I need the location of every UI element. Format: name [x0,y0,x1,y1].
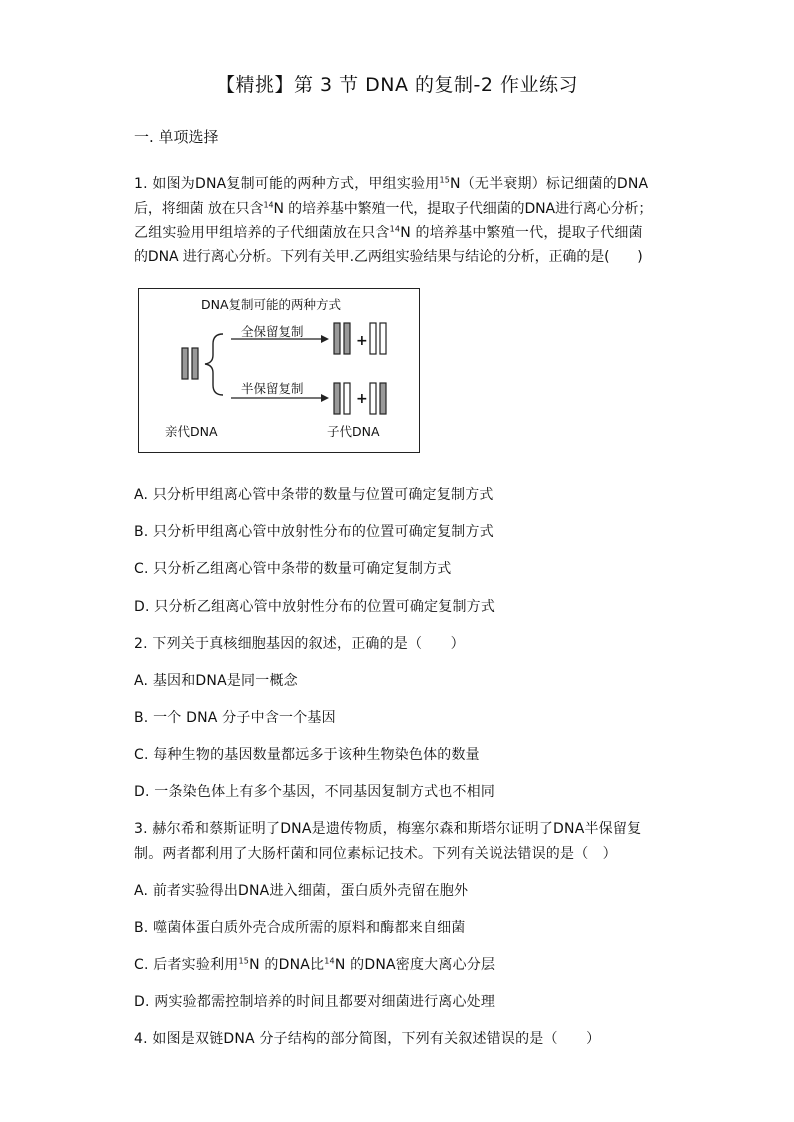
q2-option-a: A. 基因和DNA是同一概念 [134,673,298,689]
arrow-icon [231,394,329,402]
q1-text: 1. 如图为DNA复制可能的两种方式，甲组实验用 [134,176,440,192]
plus-sign: + [356,333,368,349]
arrow-icon [231,335,329,343]
q3-option-d: D. 两实验都需控制培养的时间且都要对细菌进行离心处理 [134,994,496,1010]
isotope-sup: 15 [238,956,250,966]
q3-option-c-text: N 的DNA比 [249,957,325,973]
q2-stem: 2. 下列关于真核细胞基因的叙述，正确的是（ ） [134,636,465,652]
q2-option-d: D. 一条染色体上有多个基因，不同基因复制方式也不相同 [134,784,496,800]
q1-line-2 [134,198,652,218]
child-dna-icon [334,323,350,354]
page-title: 【精挑】第 3 节 DNA 的复制-2 作业练习 [215,74,579,96]
isotope-sup: 14 [263,200,274,210]
q1-line-1 [134,173,648,193]
plus-sign: + [356,391,368,407]
q1-text: N 的培养基中繁殖一代，提取子代细菌的DNA进行离心分析； [273,201,653,217]
q1-option-d: D. 只分析乙组离心管中放射性分布的位置可确定复制方式 [134,599,496,615]
isotope-sup: 14 [389,224,401,234]
parent-dna-label: 亲代DNA [165,424,218,439]
q3-line-1: 3. 赫尔希和蔡斯证明了DNA是遗传物质，梅塞尔森和斯塔尔证明了DNA半保留复 [134,821,642,837]
isotope-sup: 15 [439,175,451,185]
q1-option-c: C. 只分析乙组离心管中条带的数量可确定复制方式 [134,561,452,577]
q3-option-b: B. 噬菌体蛋白质外壳合成所需的原料和酶都来自细菌 [134,920,466,936]
figure-caption: DNA复制可能的两种方式 [201,297,342,312]
child-dna-icon [370,383,386,414]
q3-option-c-text: C. 后者实验利用 [134,957,239,973]
q4-stem: 4. 如图是双链DNA 分子结构的部分简图，下列有关叙述错误的是（ ） [134,1031,601,1047]
q1-option-a: A. 只分析甲组离心管中条带的数量与位置可确定复制方式 [134,487,494,503]
q3-option-c-text: N 的DNA密度大离心分层 [334,957,496,973]
q1-line-4: 的DNA 进行离心分析。下列有关甲.乙两组实验结果与结论的分析，正确的是( ) [134,249,643,265]
isotope-sup: 14 [324,956,335,966]
dna-replication-figure [138,288,420,453]
q2-option-b: B. 一个 DNA 分子中含一个基因 [134,710,336,726]
q1-option-b: B. 只分析甲组离心管中放射性分布的位置可确定复制方式 [134,524,494,540]
semiconservative-label: 半保留复制 [241,381,304,396]
brace-icon [205,334,223,395]
figure-graphics [139,289,421,454]
q1-line-3 [134,222,643,242]
q3-line-2: 制。两者都利用了大肠杆菌和同位素标记技术。下列有关说法错误的是（ ） [134,846,617,862]
child-dna-icon [370,323,386,354]
q3-option-c [134,954,495,974]
conservative-label: 全保留复制 [241,324,304,339]
q3-option-a: A. 前者实验得出DNA进入细菌，蛋白质外壳留在胞外 [134,883,469,899]
section-heading: 一. 单项选择 [134,128,219,146]
q1-text: 后，将细菌 放在只含 [134,201,264,217]
parent-dna-icon [182,348,198,379]
q1-text: N 的培养基中繁殖一代，提取子代细菌 [400,225,643,241]
q1-text: 乙组实验用甲组培养的子代细菌放在只含 [134,225,390,241]
q2-option-c: C. 每种生物的基因数量都远多于该种生物染色体的数量 [134,747,480,763]
q1-text: N（无半衰期）标记细菌的DNA [450,176,649,192]
child-dna-icon [334,383,350,414]
child-dna-label: 子代DNA [327,424,380,439]
